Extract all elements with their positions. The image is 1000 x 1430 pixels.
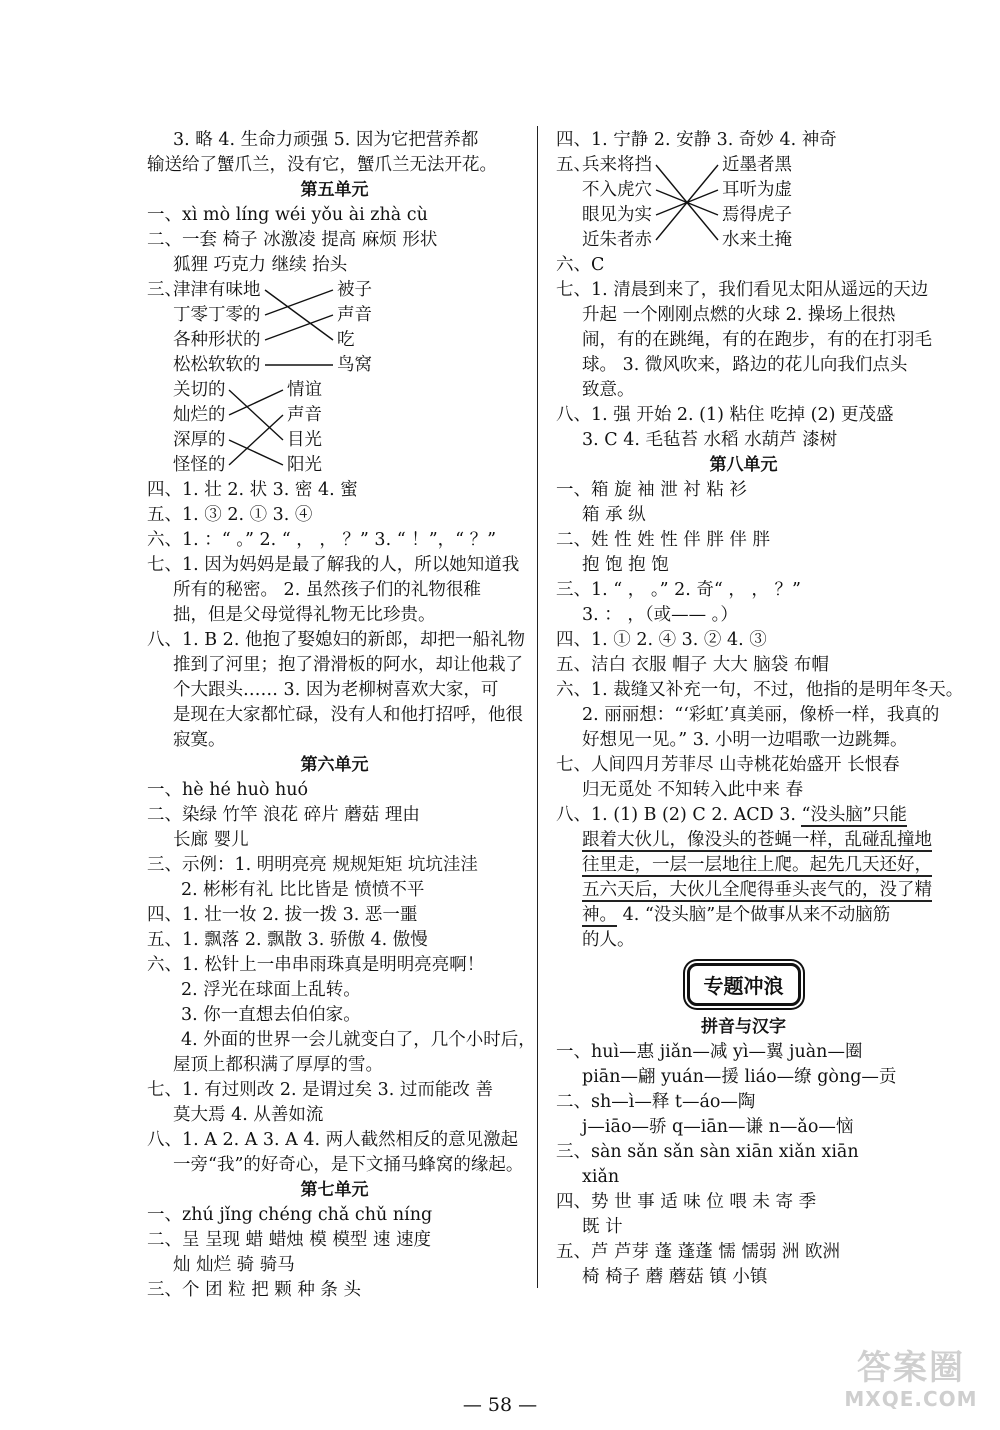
answer-line: 3. 略 4. 生命力顽强 5. 因为它把营养都 bbox=[173, 130, 479, 150]
answer-line: 三、示例：1. 明明亮亮 规规矩矩 坑坑洼洼 bbox=[147, 855, 478, 875]
match-left-item: 灿烂的 bbox=[173, 405, 226, 425]
watermark-logo bbox=[836, 1348, 986, 1418]
answer-line bbox=[556, 903, 931, 928]
answer-line: 归无觅处 不知转入此中来 春 bbox=[582, 780, 804, 800]
answer-line: 所有的秘密。 2. 虽然孩子们的礼物很稚 bbox=[173, 580, 481, 600]
match-right-item: 近墨者黑 bbox=[722, 155, 792, 175]
answer-line: 三、1. “ ， 。” 2. 奇“ ， ， ？” bbox=[556, 580, 801, 600]
answer-line: 七、1. 清晨到来了，我们看见太阳从遥远的天边 bbox=[556, 280, 929, 300]
answer-line: 七、1. 因为妈妈是最了解我的人，所以她知道我 bbox=[147, 555, 520, 575]
match-right-item: 声音 bbox=[337, 305, 372, 325]
watermark-text: 答案圈 bbox=[857, 1348, 965, 1388]
answer-line: 推到了河里；抱了滑滑板的阿水，却让他栽了 bbox=[173, 655, 523, 675]
answer-line: 球。 3. 微风吹来，路边的花儿向我们点头 bbox=[582, 355, 908, 375]
answer-line: 2. 丽丽想：“‘彩虹’真美丽，像桥一样，我真的 bbox=[582, 705, 940, 725]
match-right-item: 鸟窝 bbox=[337, 355, 372, 375]
special-topic-badge: 专题冲浪 bbox=[687, 963, 801, 1006]
match-left-item: 怪怪的 bbox=[173, 455, 226, 475]
answer-line: 好想见一见。” 3. 小明一边唱歌一边跳舞。 bbox=[582, 730, 908, 750]
answer-line: xiǎn bbox=[582, 1167, 620, 1187]
column-divider bbox=[537, 126, 538, 1288]
answer-line: 四、1. 壮一妆 2. 拔一拨 3. 恶一噩 bbox=[147, 905, 418, 925]
answer-line: 抱 饱 抱 饱 bbox=[582, 555, 669, 575]
underlined-answer: 神。 bbox=[582, 905, 617, 925]
match-right-item: 耳听为虚 bbox=[722, 180, 792, 200]
match-left-item: 丁零丁零的 bbox=[173, 305, 261, 325]
answer-line: 寂寞。 bbox=[173, 730, 226, 750]
answer-line: j—iāo—骄 q—iān—谦 n—ǎo—恼 bbox=[582, 1117, 854, 1137]
answer-line bbox=[556, 803, 931, 828]
answer-line: 二、姓 性 姓 性 伴 胖 伴 胖 bbox=[556, 530, 770, 550]
answer-line bbox=[556, 853, 931, 878]
left-column bbox=[147, 128, 536, 1303]
answer-line: 八、1. B 2. 他抱了娶媳妇的新郎，却把一船礼物 bbox=[147, 630, 525, 650]
match-right-item: 情谊 bbox=[287, 380, 322, 400]
answer-line: 是现在大家都忙碌，没有人和他打招呼，他很 bbox=[173, 705, 523, 725]
unit-heading-8: 第八单元 bbox=[709, 455, 778, 475]
match-lines bbox=[147, 278, 522, 378]
answer-line: 个大跟头…… 3. 因为老柳树喜欢大家，可 bbox=[173, 680, 499, 700]
answer-line: 一、xì mò líng wéi yǒu ài zhà cù bbox=[147, 205, 428, 225]
answer-line: 二、一套 椅子 冰激凌 提高 麻烦 形状 bbox=[147, 230, 438, 250]
match-right-item: 声音 bbox=[287, 405, 322, 425]
unit-heading-7: 第七单元 bbox=[300, 1180, 369, 1200]
answer-line: 四、1. ① 2. ④ 3. ② 4. ③ bbox=[556, 630, 767, 650]
answer-line: 致意。 bbox=[582, 380, 635, 400]
answer-line: 一、箱 旋 袖 泄 衬 粘 衫 bbox=[556, 480, 747, 500]
answer-line bbox=[556, 828, 931, 853]
answer-line: 六、C bbox=[556, 255, 605, 275]
answer-line: 屋顶上都积满了厚厚的雪。 bbox=[173, 1055, 383, 1075]
answer-line: 六、1. ：“ 。” 2. “ ， ， ？” 3. “ ！”，“ ？” bbox=[147, 530, 497, 550]
match-left-item: 关切的 bbox=[173, 380, 226, 400]
match-left-item: 各种形状的 bbox=[173, 330, 261, 350]
answer-line: 3. C 4. 毛毡苔 水稻 水葫芦 漆树 bbox=[582, 430, 838, 450]
answer-line: 六、1. 松针上一串串雨珠真是明明亮亮啊！ bbox=[147, 955, 485, 975]
answer-line: 五、芦 芦芽 蓬 蓬蓬 懦 懦弱 洲 欧洲 bbox=[556, 1242, 840, 1262]
answer-line: 既 计 bbox=[582, 1217, 623, 1237]
match-right-item: 被子 bbox=[337, 280, 372, 300]
match-left-item: 不入虎穴 bbox=[582, 180, 652, 200]
answer-line: 3. ： ，（或—— 。） bbox=[582, 605, 738, 625]
match-left-item: 深厚的 bbox=[173, 430, 226, 450]
answer-line: 二、染绿 竹竿 浪花 碎片 蘑菇 理由 bbox=[147, 805, 420, 825]
answer-line: 七、人间四月芳菲尽 山寺桃花始盛开 长恨春 bbox=[556, 755, 900, 775]
answer-line: piān—翩 yuán—援 liáo—缭 gòng—贡 bbox=[582, 1067, 897, 1087]
answer-line: 输送给了蟹爪兰，没有它，蟹爪兰无法开花。 bbox=[147, 155, 497, 175]
answer-line: 四、1. 壮 2. 状 3. 密 4. 蜜 bbox=[147, 480, 358, 500]
answer-line: 八、1. 强 开始 2. (1) 粘住 吃掉 (2) 更茂盛 bbox=[556, 405, 894, 425]
match-left-item: 近朱者赤 bbox=[582, 230, 652, 250]
match-left-item: 津津有味地 bbox=[173, 280, 261, 300]
matching-exercise-2 bbox=[147, 378, 522, 478]
answer-line: 五、1. 飘落 2. 飘散 3. 骄傲 4. 傲慢 bbox=[147, 930, 428, 950]
answer-line: 六、1. 裁缝又补充一句，不过，他指的是明年冬天。 bbox=[556, 680, 964, 700]
answer-line: 五、洁白 衣服 帽子 大大 脑袋 布帽 bbox=[556, 655, 829, 675]
answer-line: 一、zhú jǐng chéng chǎ chǔ níng bbox=[147, 1205, 433, 1225]
answer-line: 2. 浮光在球面上乱转。 bbox=[181, 980, 361, 1000]
match-right-item: 焉得虎子 bbox=[722, 205, 792, 225]
answer-line: 四、1. 宁静 2. 安静 3. 奇妙 4. 神奇 bbox=[556, 130, 837, 150]
answer-line: 七、1. 有过则改 2. 是谓过矣 3. 过而能改 善 bbox=[147, 1080, 493, 1100]
match-lines bbox=[556, 153, 931, 253]
answer-line bbox=[556, 878, 931, 903]
underlined-answer: “没头脑”只能 bbox=[801, 805, 907, 825]
match-right-item: 水来土掩 bbox=[722, 230, 792, 250]
right-column bbox=[556, 128, 964, 1290]
answer-line: 4. 外面的世界一会儿就变白了，几个小时后， bbox=[181, 1030, 536, 1050]
matching-exercise-1 bbox=[147, 278, 522, 378]
match-left-item: 眼见为实 bbox=[582, 205, 652, 225]
answer-line: 八、1. A 2. A 3. A 4. 两人截然相反的意见激起 bbox=[147, 1130, 519, 1150]
section-label: 五、 bbox=[556, 155, 591, 175]
answer-line: 一、hè hé huò huó bbox=[147, 780, 309, 800]
underlined-answer: 往里走，一层一层地往上爬。起先几天还好， bbox=[582, 855, 932, 875]
answer-line: 闹，有的在跳绳，有的在跑步，有的在打羽毛 bbox=[582, 330, 932, 350]
answer-line: 箱 承 纵 bbox=[582, 505, 646, 525]
underlined-answer: 五六天后，大伙儿全爬得垂头丧气的，没了精 bbox=[582, 880, 932, 900]
page-number: — 58 — bbox=[462, 1394, 538, 1416]
match-lines bbox=[147, 378, 522, 478]
unit-heading-5: 第五单元 bbox=[300, 180, 369, 200]
match-right-item: 阳光 bbox=[287, 455, 322, 475]
section-label: 三、 bbox=[147, 280, 182, 300]
answer-line: 升起 一个刚刚点燃的火球 2. 操场上很热 bbox=[582, 305, 896, 325]
match-right-item: 吃 bbox=[337, 330, 355, 350]
answer-text: 八、1. (1) B (2) C 2. ACD 3. bbox=[556, 805, 802, 825]
answer-line: 二、呈 呈现 蜡 蜡烛 模 模型 速 速度 bbox=[147, 1230, 431, 1250]
answer-line: 一旁“我”的好奇心，是下文捅马蜂窝的缘起。 bbox=[173, 1155, 524, 1175]
section-heading-pinyin: 拼音与汉字 bbox=[701, 1017, 786, 1037]
unit-heading-6: 第六单元 bbox=[300, 755, 369, 775]
underlined-answer: 跟着大伙儿，像没头的苍蝇一样，乱碰乱撞地 bbox=[582, 830, 932, 850]
answer-text: 4. “没头脑”是个做事从来不动脑筋 bbox=[617, 905, 891, 925]
answer-line: 莫大焉 4. 从善如流 bbox=[173, 1105, 324, 1125]
answer-line: 一、huì—惠 jiǎn—减 yì—翼 juàn—圈 bbox=[556, 1042, 863, 1062]
match-right-item: 目光 bbox=[287, 430, 322, 450]
watermark-url: MXQE.COM bbox=[844, 1387, 978, 1411]
answer-line: 灿 灿烂 骑 骑马 bbox=[173, 1255, 295, 1275]
special-topic-banner bbox=[556, 953, 931, 1015]
answer-line: 狐狸 巧克力 继续 抬头 bbox=[173, 255, 348, 275]
answer-line: 三、个 团 粒 把 颗 种 条 头 bbox=[147, 1280, 361, 1300]
matching-exercise-3 bbox=[556, 153, 931, 253]
match-left-item: 兵来将挡 bbox=[582, 155, 652, 175]
answer-line: 椅 椅子 蘑 蘑菇 镇 小镇 bbox=[582, 1267, 768, 1287]
answer-line: 二、sh—ì—释 t—áo—陶 bbox=[556, 1092, 756, 1112]
answer-line: 五、1. ③ 2. ① 3. ④ bbox=[147, 505, 313, 525]
answer-line: 三、sàn sǎn sǎn sàn xiān xiǎn xiān bbox=[556, 1142, 859, 1162]
answer-line: 2. 彬彬有礼 比比皆是 愤愤不平 bbox=[181, 880, 425, 900]
answer-line: 长廊 婴儿 bbox=[173, 830, 249, 850]
answer-line: 的人。 bbox=[582, 930, 635, 950]
answer-line: 拙，但是父母觉得礼物无比珍贵。 bbox=[173, 605, 436, 625]
match-left-item: 松松软软的 bbox=[173, 355, 261, 375]
answer-line: 四、势 世 事 适 味 位 喂 未 寄 季 bbox=[556, 1192, 817, 1212]
answer-line: 3. 你一直想去伯伯家。 bbox=[181, 1005, 361, 1025]
